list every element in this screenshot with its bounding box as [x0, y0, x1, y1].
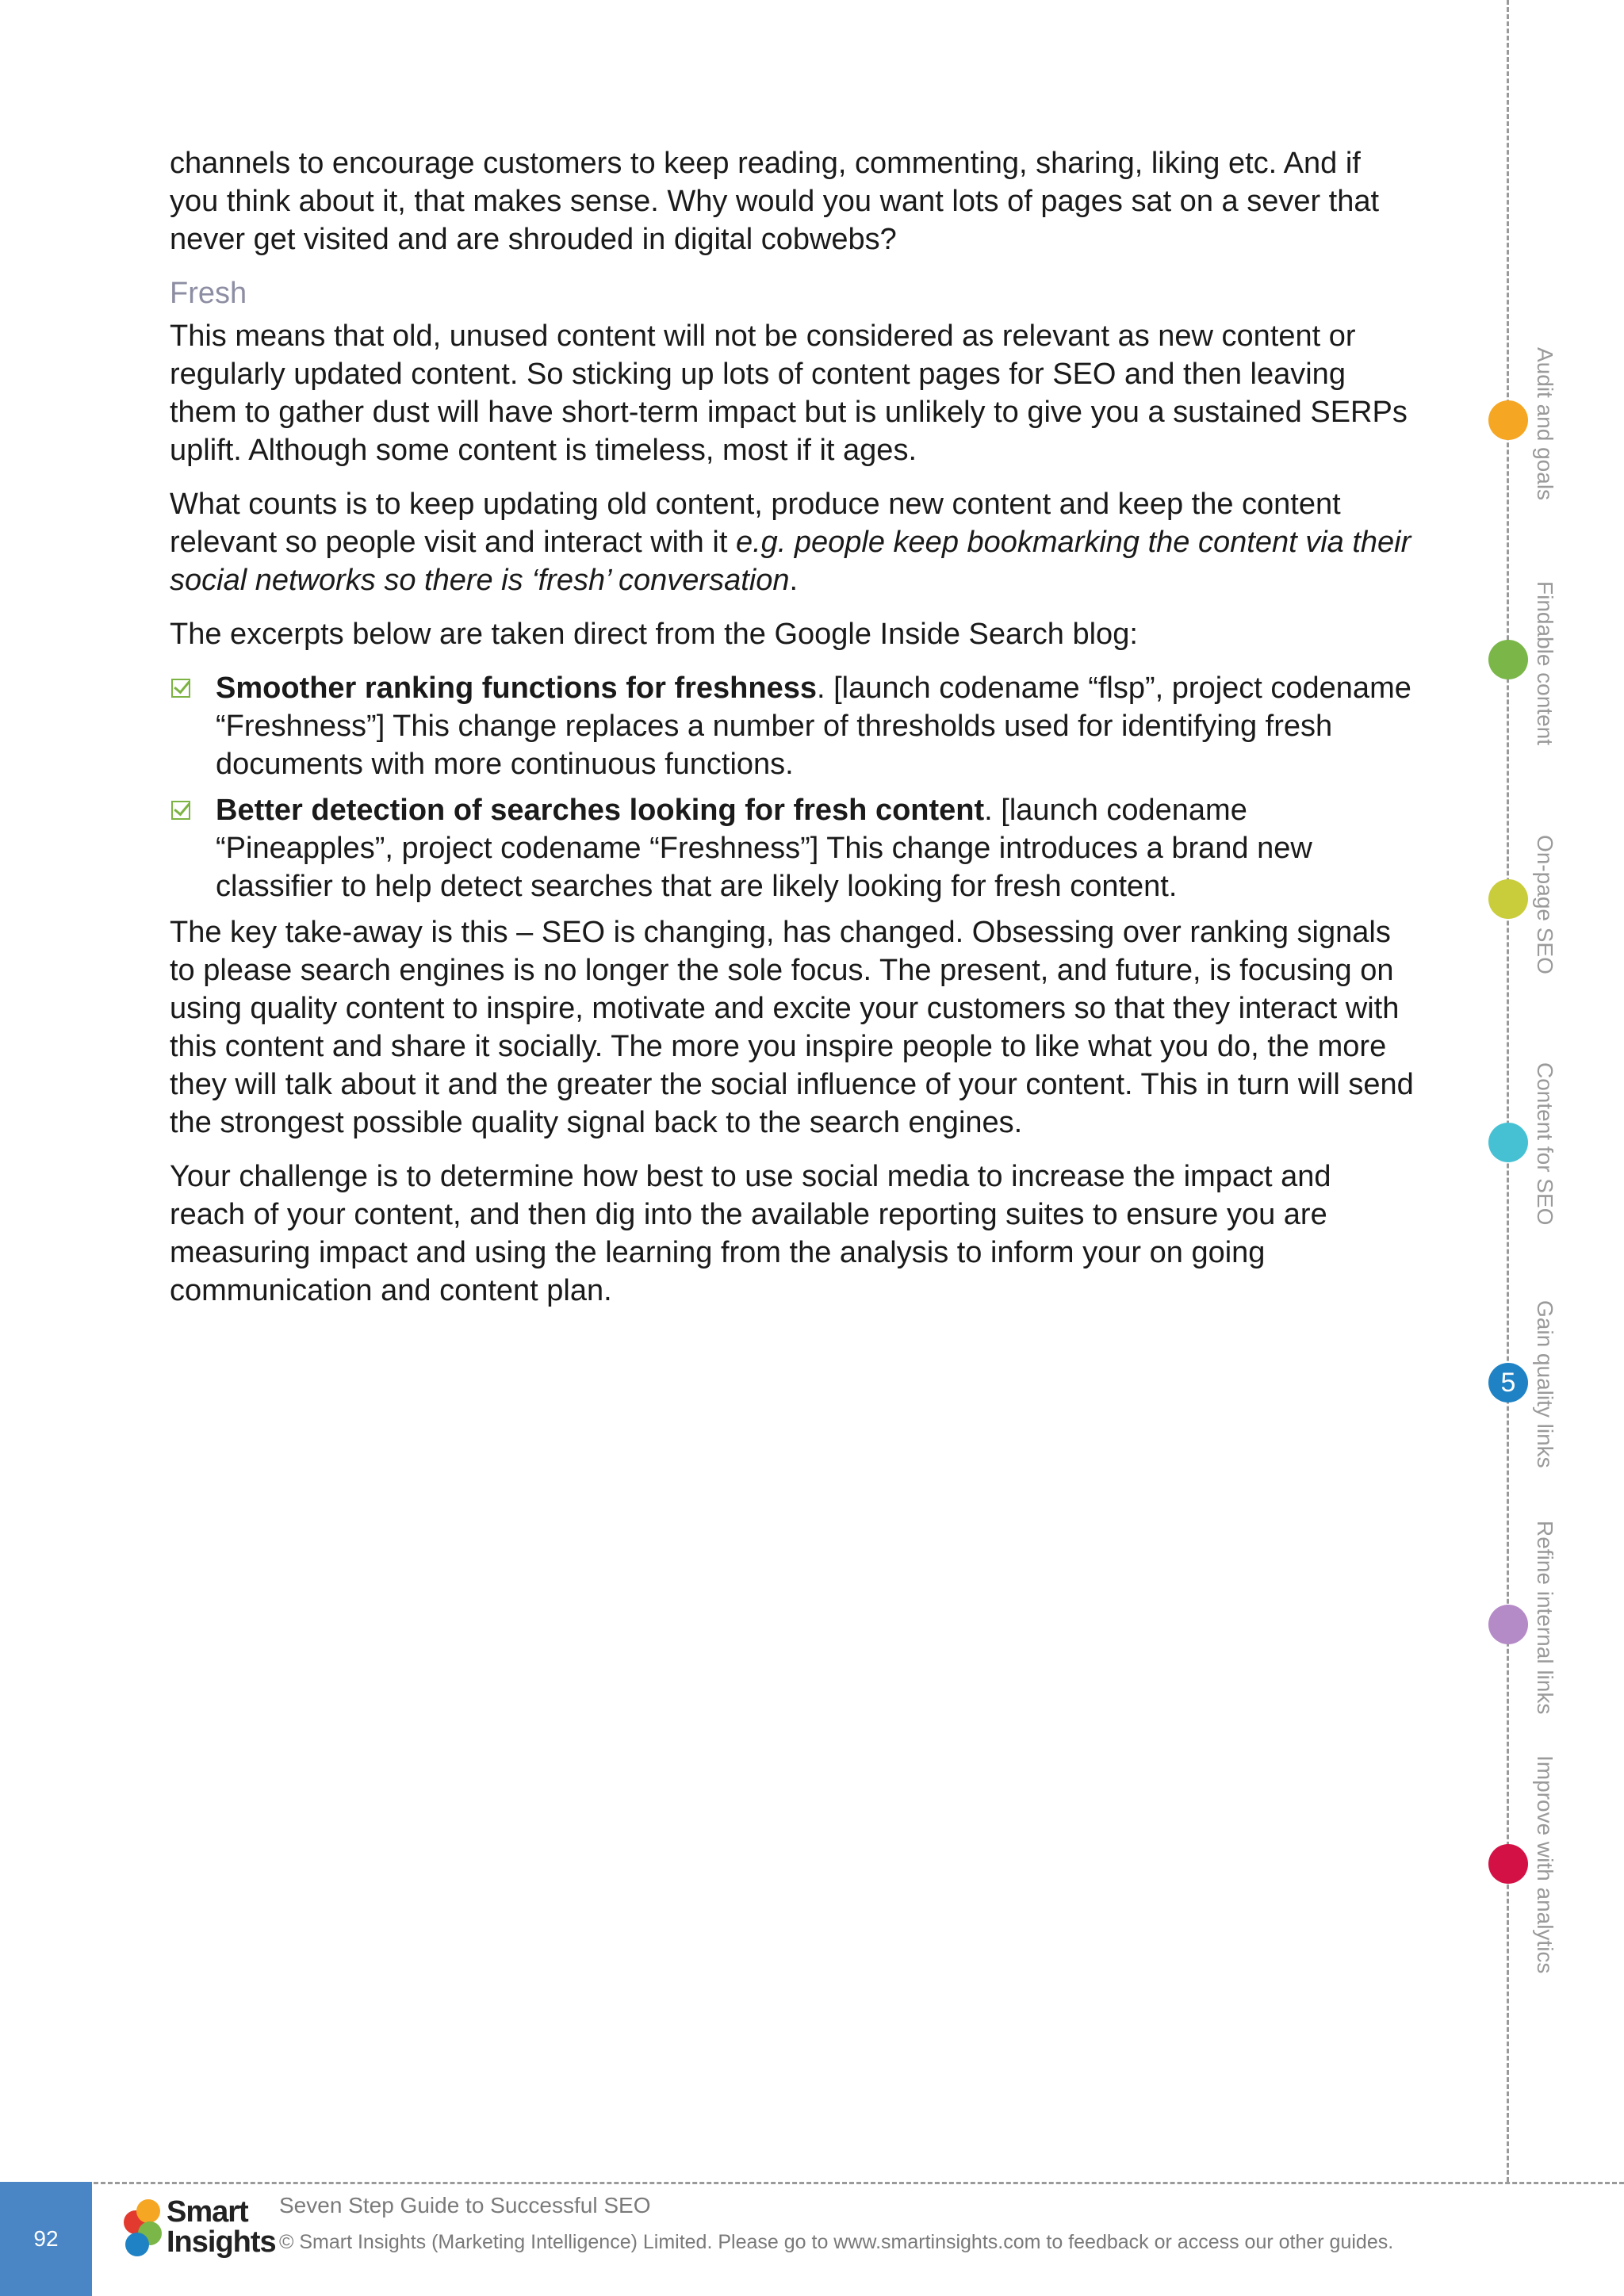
takeaway-paragraph: The key take-away is this – SEO is changing, has changed. Obsessing over ranking signals to please search engines is no longer the sole focus. The present, and future, is focusing on using quality content to inspire, motivate and excite your customers so that they interact with this content and share it socially. The more you inspire people to like what you do, the more they will talk about it and the greater the social influence of your content. This in turn will send the strongest possible quality signal back to the search engines.: [170, 916, 1414, 1139]
footer-guide-title: Seven Step Guide to Successful SEO: [279, 2193, 651, 2218]
page-content: [170, 144, 1415, 1326]
step-dot-audit[interactable]: [1488, 400, 1528, 440]
list-item: [170, 791, 1415, 905]
bullet-title: Better detection of searches looking for fresh content: [216, 794, 985, 827]
step-label-audit[interactable]: Audit and goals: [1533, 347, 1557, 501]
fresh-paragraph: This means that old, unused content will not be considered as relevant as new content or regularly updated content. So sticking up lots of content pages for SEO and then leaving them to gather dust will have short-term impact but is unlikely to give you a sustained SERPs uplift. Although some content is timeless, most if it ages.: [170, 320, 1408, 467]
step-label-links[interactable]: Gain quality links: [1533, 1300, 1557, 1468]
intro-paragraph: channels to encourage customers to keep reading, commenting, sharing, liking etc. And if you think about it, that makes sense. Why would you want lots of pages sat on a sever that never get visited and are shrouded in digital cobwebs?: [170, 147, 1380, 256]
step-dot-links[interactable]: 5: [1488, 1363, 1528, 1402]
challenge-paragraph: Your challenge is to determine how best to use social media to increase the impact and reach of your content, and then dig into the available reporting suites to ensure you are measuring impact and using the learning from the analysis to inform your on going communication and content plan.: [170, 1160, 1331, 1307]
checkbox-icon: [171, 679, 190, 698]
step-label-analytics[interactable]: Improve with analytics: [1533, 1755, 1557, 1974]
step-dot-onpage[interactable]: [1488, 879, 1528, 919]
step-dot-analytics[interactable]: [1488, 1844, 1528, 1884]
updating-end: .: [789, 564, 799, 597]
bullet-text: . [launch codename “flsp”, project codename “Freshness”] This change replaces a number of thresholds used for identifying fresh documents with more continuous functions.: [216, 672, 1411, 781]
smart-insights-logo: [121, 2190, 276, 2264]
bullet-text: . [launch codename “Pineapples”, project codename “Freshness”] This change introduces a brand new classifier to help detect searches that are likely looking for fresh content.: [216, 794, 1312, 903]
step-dot-content[interactable]: [1488, 1123, 1528, 1162]
checkbox-icon: [171, 801, 190, 820]
step-dot-internal[interactable]: [1488, 1605, 1528, 1644]
logo-blue-blob: [125, 2233, 149, 2256]
step-label-content[interactable]: Content for SEO: [1533, 1062, 1557, 1226]
updating-paragraph: [170, 485, 1415, 599]
excerpts-intro: The excerpts below are taken direct from the Google Inside Search blog:: [170, 618, 1138, 651]
footer-divider: [94, 2182, 1624, 2184]
bullet-title: Smoother ranking functions for freshness: [216, 672, 817, 705]
section-heading-fresh: Fresh: [170, 277, 247, 310]
logo-word-smart: Smart: [167, 2195, 248, 2229]
step-label-internal[interactable]: Refine internal links: [1533, 1521, 1557, 1715]
updating-text: What counts is to keep updating old content, produce new content and keep the content relevant so people visit and interact with it: [170, 488, 1341, 559]
list-item: [170, 669, 1415, 783]
step-label-onpage[interactable]: On-page SEO: [1533, 835, 1557, 974]
logo-orange-blob: [136, 2199, 160, 2223]
excerpt-list: [170, 669, 1415, 905]
updating-example: e.g. people keep bookmarking the content via their social networks so there is ‘fresh’ conversation: [170, 526, 1411, 597]
step-label-findable[interactable]: Findable content: [1533, 581, 1557, 746]
step-dot-findable[interactable]: [1488, 640, 1528, 679]
page-number: 92: [0, 2182, 92, 2296]
logo-word-insights: Insights: [167, 2225, 276, 2259]
footer-copyright: © Smart Insights (Marketing Intelligence) Limited. Please go to www.smartinsights.com to feedback or access our other guides.: [279, 2231, 1394, 2253]
